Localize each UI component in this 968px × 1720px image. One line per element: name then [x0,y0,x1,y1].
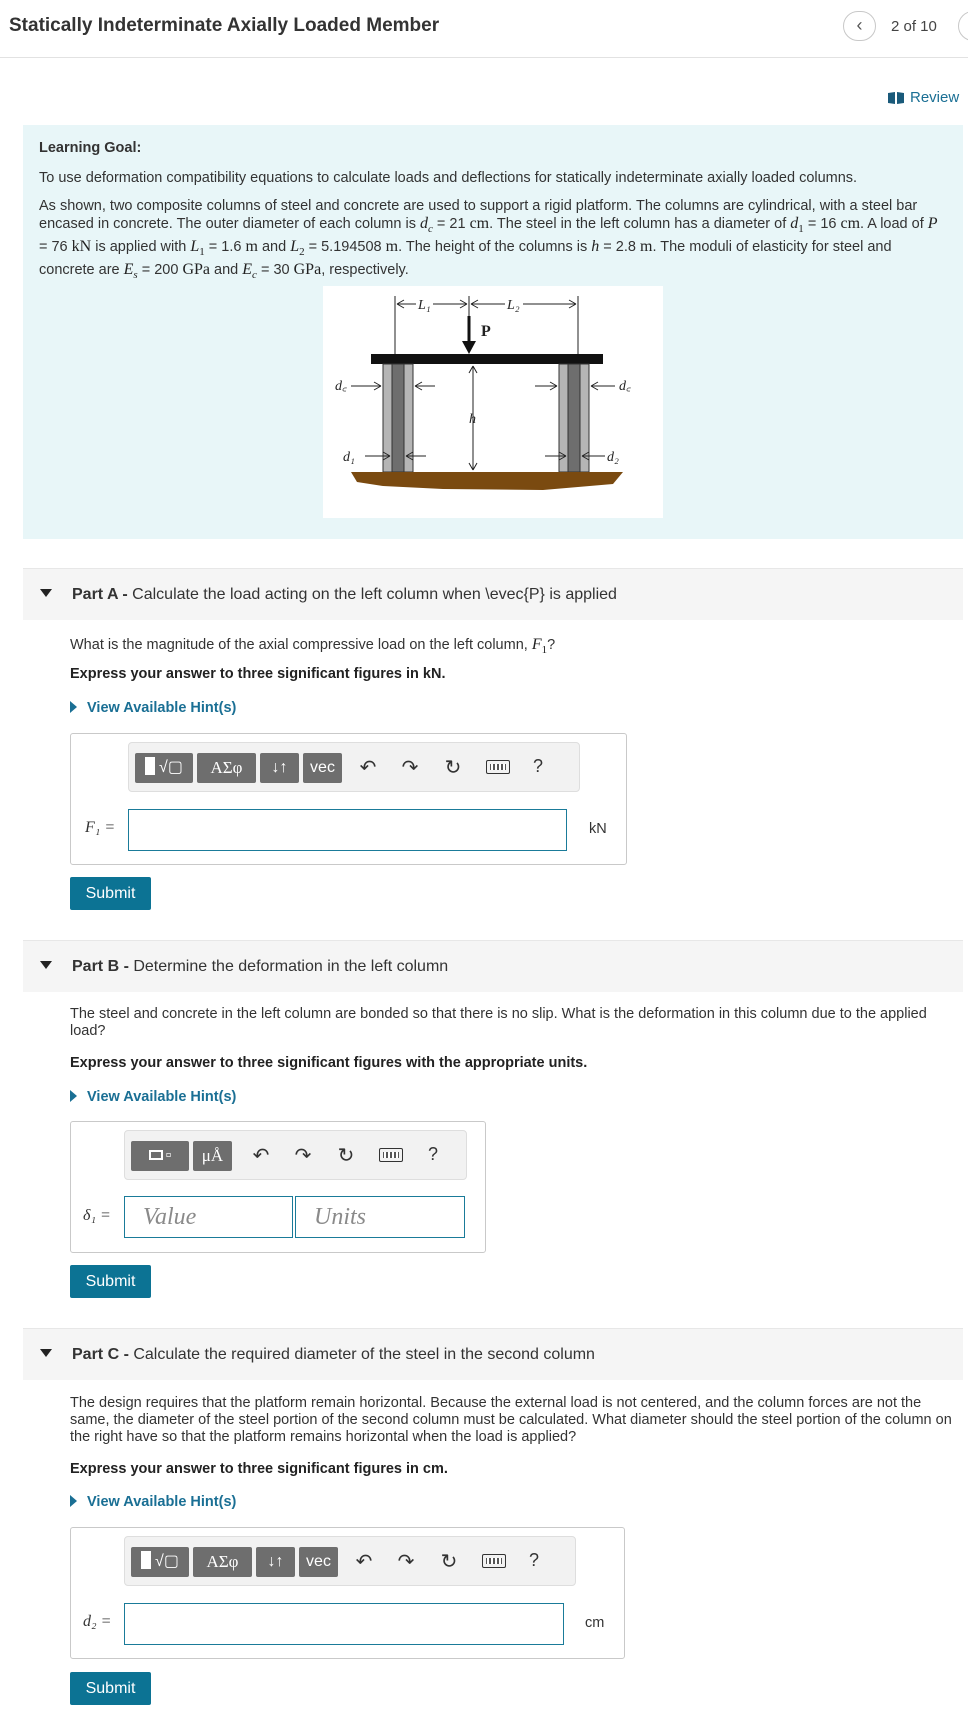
units-symbols-button[interactable]: μÅ [193,1141,232,1171]
review-label: Review [910,89,960,106]
part-b-question: The steel and concrete in the left column are bonded so that there is no slip. What is the deformation in this column due to the applied load? [70,1006,927,1039]
subscript-superscript-button[interactable]: ↓↑ [256,1547,295,1577]
answer-variable-label: d₂ = [83,1613,112,1630]
collapse-caret-icon [40,961,52,969]
undo-icon[interactable]: ↶ [355,1551,373,1573]
learning-goal-description: As shown, two composite columns of steel and concrete are used to support a rigid platform. The columns are cylindrical, with a steel bar encased in concrete. The outer diameter of each column is $d_c = 21$ cm. The steel in the left column has a diameter of $d_1 = 16$ cm. A load of P = 76 kN is applied with $L_1 = 1.6$ m and $L_2 = 5.194508$ m. The height of the columns is h = 2.8 m. The moduli of elasticity for steel and concrete are $E_s = 200$ GPa and $E_c = 30$ GPa, respectively. [39,198,938,281]
reset-icon[interactable]: ↻ [440,1551,458,1573]
part-c-header[interactable] [23,1328,963,1380]
templates-button[interactable]: √▢ [135,753,193,783]
column-diagram [323,286,663,518]
vector-button[interactable]: vec [303,753,342,783]
part-a-instruction: Express your answer to three significant figures in kN. [70,666,446,682]
label-L2: L₂ [507,298,520,313]
part-a-header[interactable] [23,568,963,620]
part-a-submit-button[interactable]: Submit [70,877,151,910]
next-item-button[interactable] [958,11,968,41]
part-b-hint-link[interactable]: View Available Hint(s) [70,1089,236,1105]
label-d2: d₂ [607,450,619,465]
item-counter: 2 of 10 [891,18,937,35]
part-b-submit-button[interactable]: Submit [70,1265,151,1298]
reset-icon[interactable]: ↻ [444,757,462,779]
keyboard-icon[interactable] [486,760,510,774]
keyboard-icon[interactable] [379,1148,403,1162]
templates-button[interactable]: √▢ [131,1547,189,1577]
part-c-submit-button[interactable]: Submit [70,1672,151,1705]
label-dc-right: d꜀ [619,379,631,394]
label-L1: L₁ [418,298,431,313]
vector-button[interactable]: vec [299,1547,338,1577]
part-c-answer-box [70,1527,625,1659]
part-b-value-input[interactable]: Value [124,1196,293,1238]
help-icon[interactable]: ? [529,1550,540,1570]
book-icon [888,92,904,104]
learning-goal-panel [23,125,963,539]
expand-triangle-icon [70,701,77,713]
answer-unit: kN [589,821,607,837]
undo-icon[interactable]: ↶ [359,757,377,779]
part-c-math-toolbar [124,1536,576,1586]
part-c-hint-link[interactable]: View Available Hint(s) [70,1494,236,1510]
expand-triangle-icon [70,1090,77,1102]
label-P: P [481,323,491,340]
part-c-answer-input[interactable] [124,1603,564,1645]
learning-goal-title: Learning Goal: [39,140,142,156]
part-b-header[interactable] [23,940,963,992]
previous-item-button[interactable] [843,11,876,41]
label-d1: d₁ [343,450,355,465]
answer-variable-label: F₁ = [85,819,116,836]
part-a-answer-input[interactable] [128,809,567,851]
part-c-question: The design requires that the platform remain horizontal. Because the external load is not centered, and the column forces are not the same, the diameter of the steel portion of the second column must be calculated. What diameter should the steel portion of the column on the right have so that the platform remains horizontal when the load is applied? [70,1395,952,1445]
subscript-superscript-button[interactable]: ↓↑ [260,753,299,783]
greek-symbols-button[interactable]: ΑΣφ [193,1547,252,1577]
page-title: Statically Indeterminate Axially Loaded Member [9,15,440,36]
keyboard-icon[interactable] [482,1554,506,1568]
answer-variable-label: δ₁ = [83,1207,111,1224]
learning-goal-intro: To use deformation compatibility equations to calculate loads and deflections for statically indeterminate axially loaded columns. [39,170,858,186]
reset-icon[interactable]: ↻ [337,1145,355,1167]
redo-icon[interactable]: ↷ [397,1551,415,1573]
part-a-title: Part A - Calculate the load acting on the left column when \evec{P} is applied [72,586,617,603]
review-link[interactable] [888,89,959,106]
collapse-caret-icon [40,589,52,597]
rigid-platform [371,354,603,364]
part-a-answer-box [70,733,627,865]
collapse-caret-icon [40,1349,52,1357]
redo-icon[interactable]: ↷ [294,1145,312,1167]
part-a-math-toolbar [128,742,580,792]
answer-unit: cm [585,1615,605,1631]
part-a-hint-link[interactable]: View Available Hint(s) [70,700,236,716]
header [0,0,968,58]
part-b-units-input[interactable]: Units [295,1196,465,1238]
part-a-question: What is the magnitude of the axial compressive load on the left column, $F_1$? [70,636,556,656]
redo-icon[interactable]: ↷ [401,757,419,779]
label-h: h [469,412,476,427]
part-b-instruction: Express your answer to three significant figures with the appropriate units. [70,1055,588,1071]
templates-button[interactable]: ▫ [131,1141,189,1171]
part-b-math-toolbar [124,1130,467,1180]
undo-icon[interactable]: ↶ [252,1145,270,1167]
label-dc-left: d꜀ [335,379,347,394]
part-c-title: Part C - Calculate the required diameter of the steel in the second column [72,1346,595,1363]
help-icon[interactable]: ? [428,1144,439,1164]
greek-symbols-button[interactable]: ΑΣφ [197,753,256,783]
help-icon[interactable]: ? [533,756,544,776]
expand-triangle-icon [70,1495,77,1507]
part-b-title: Part B - Determine the deformation in the left column [72,958,449,975]
chevron-left-icon: ‹ [856,15,863,35]
part-b-answer-box [70,1121,486,1253]
part-c-instruction: Express your answer to three significant figures in cm. [70,1461,448,1477]
